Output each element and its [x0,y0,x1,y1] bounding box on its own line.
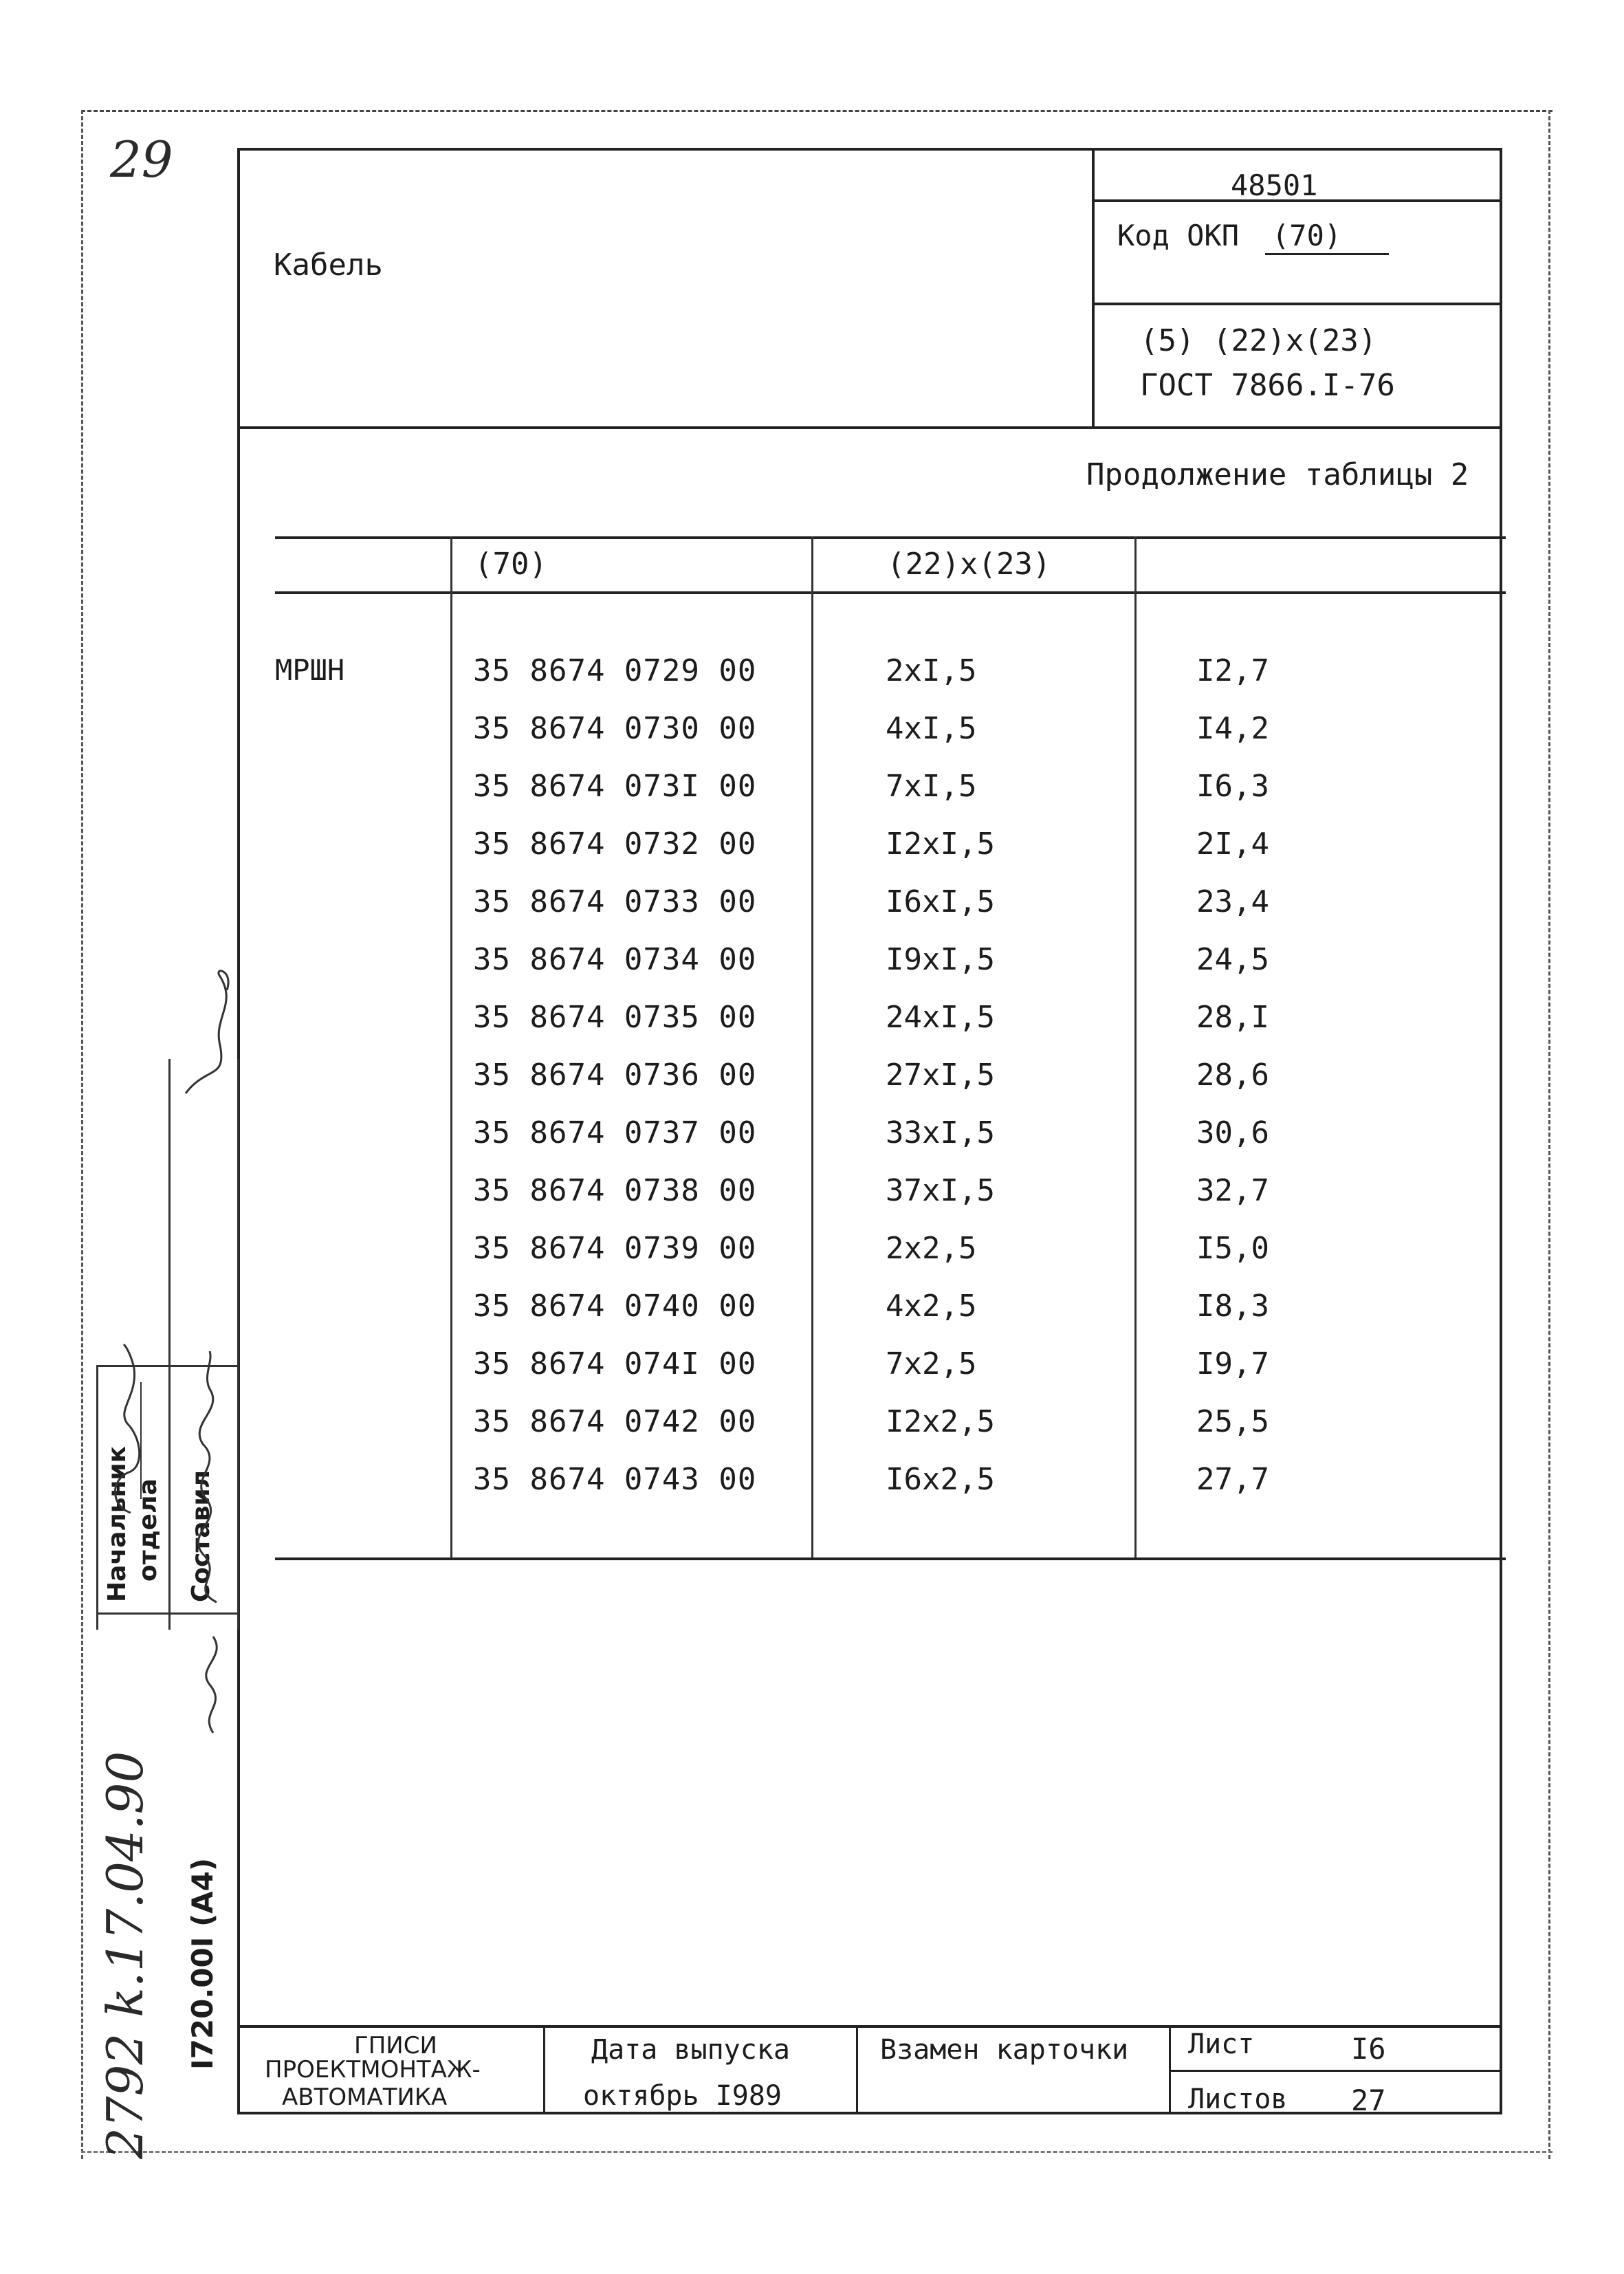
diameter-cell: 28,I [1196,1000,1269,1035]
gost-standard: ГОСТ 7866.I-76 [1140,368,1395,403]
spec-designation: (5) (22)x(23) [1140,323,1377,358]
diameter-cell: 24,5 [1196,942,1269,977]
okp-code-cell: 35 8674 0733 00 [473,884,757,919]
total-sheets-number: 27 [1351,2084,1386,2117]
diameter-cell: 2I,4 [1196,827,1269,862]
sheet-label: Лист [1188,2029,1255,2060]
diameter-cell: 30,6 [1196,1115,1269,1150]
okp-code-cell: 35 8674 0736 00 [473,1058,757,1093]
okp-code-cell: 35 8674 0740 00 [473,1289,757,1324]
issue-date-label: Дата выпуска [591,2034,790,2066]
role-author: Составил [187,1469,215,1602]
diameter-cell: I5,0 [1196,1231,1269,1266]
table-row [0,711,1624,769]
table-row [0,1289,1624,1346]
okp-code-cell: 35 8674 0739 00 [473,1231,757,1266]
organization-name-line3: АВТОМАТИКА [282,2084,448,2111]
column-header-code: (70) [474,547,547,582]
diameter-cell: 32,7 [1196,1173,1269,1208]
diameter-cell: 25,5 [1196,1404,1269,1439]
signature-author [175,1348,234,1609]
product-name: Кабель [274,248,383,283]
table-bottom-rule [275,1557,1506,1560]
size-cell: 37xI,5 [886,1173,995,1208]
margin-divider [168,1059,171,1630]
table-row [0,1231,1624,1289]
header-cell-divider-2 [1092,303,1502,305]
okp-code-cell: 35 8674 0737 00 [473,1115,757,1150]
size-cell: 4xI,5 [886,711,977,746]
diameter-cell: 27,7 [1196,1462,1269,1497]
size-cell: 7x2,5 [886,1346,977,1381]
size-cell: I6xI,5 [886,884,995,919]
diameter-cell: 23,4 [1196,884,1269,919]
footer-divider [856,2025,858,2114]
okp-code-cell: 35 8674 0730 00 [473,711,757,746]
okp-code-cell: 35 8674 0742 00 [473,1404,757,1439]
diameter-cell: I9,7 [1196,1346,1269,1381]
signature-department-head [103,1341,151,1520]
size-cell: 4x2,5 [886,1289,977,1324]
table-top-rule [275,536,1506,539]
okp-code-value: (70) [1272,219,1342,252]
table-row [0,827,1624,884]
okp-code-cell: 35 8674 0732 00 [473,827,757,862]
okp-code-underline [1265,253,1389,255]
size-cell: I9xI,5 [886,942,995,977]
diameter-cell: I4,2 [1196,711,1269,746]
table-row [0,1346,1624,1404]
okp-code-cell: 35 8674 0735 00 [473,1000,757,1035]
role-department-head-line2: отдела [134,1478,162,1582]
outer-frame-top [81,110,1552,112]
okp-code-label: Код ОКП [1117,219,1240,252]
table-row [0,1462,1624,1520]
okp-code-cell: 35 8674 074I 00 [473,1346,757,1381]
issue-date-value: октябрь I989 [583,2080,782,2112]
size-cell: 27xI,5 [886,1058,995,1093]
table-row [0,1115,1624,1173]
header-vertical-divider [1092,148,1095,426]
diameter-cell: I6,3 [1196,769,1269,804]
size-cell: I6x2,5 [886,1462,995,1497]
footer-divider [543,2025,545,2114]
outer-frame-bottom [81,2151,1552,2153]
okp-code-cell: 35 8674 073I 00 [473,769,757,804]
replaces-card-label: Взамен карточки [880,2034,1129,2066]
size-cell: I2x2,5 [886,1404,995,1439]
table-row [0,1173,1624,1231]
table-row [0,769,1624,827]
role-department-head: Начальник [103,1445,131,1602]
okp-code-cell: 35 8674 0743 00 [473,1462,757,1497]
table-row [0,653,1624,711]
footer-top-rule [237,2025,1502,2028]
margin-divider [96,1612,237,1615]
okp-code-cell: 35 8674 0734 00 [473,942,757,977]
okp-code-cell: 35 8674 0729 00 [473,653,757,688]
footer-sheet-divider [1169,2070,1502,2072]
table-header-rule [275,591,1506,594]
organization-name-line2: ПРОЕКТМОНТАЖ- [265,2056,481,2084]
margin-divider [96,1365,98,1630]
size-cell: I2xI,5 [886,827,995,862]
table-row [0,884,1624,942]
organization-name-line1: ГПИСИ [354,2032,437,2059]
size-cell: 33xI,5 [886,1115,995,1150]
header-divider [237,426,1502,429]
signature-small [186,1630,241,1740]
size-cell: 2x2,5 [886,1231,977,1266]
total-sheets-label: Листов [1188,2084,1288,2115]
handwritten-page-number: 29 [110,131,173,188]
signature-mark [179,963,244,1100]
form-code: I720.00I (А4) [186,1857,219,2070]
sheet-number: I6 [1351,2032,1386,2066]
okp-group-code: 48501 [1231,168,1318,202]
size-cell: 7xI,5 [886,769,977,804]
column-header-size: (22)x(23) [887,547,1051,582]
table-continuation-caption: Продолжение таблицы 2 [1086,457,1469,492]
cable-brand: МРШН [275,653,345,687]
okp-code-cell: 35 8674 0738 00 [473,1173,757,1208]
diameter-cell: I8,3 [1196,1289,1269,1324]
handwritten-registration-note: 2792 k.17.04.90 [96,1751,154,2159]
diameter-cell: I2,7 [1196,653,1269,688]
size-cell: 2xI,5 [886,653,977,688]
table-row [0,1404,1624,1462]
margin-divider [237,1059,239,1630]
diameter-cell: 28,6 [1196,1058,1269,1093]
size-cell: 24xI,5 [886,1000,995,1035]
